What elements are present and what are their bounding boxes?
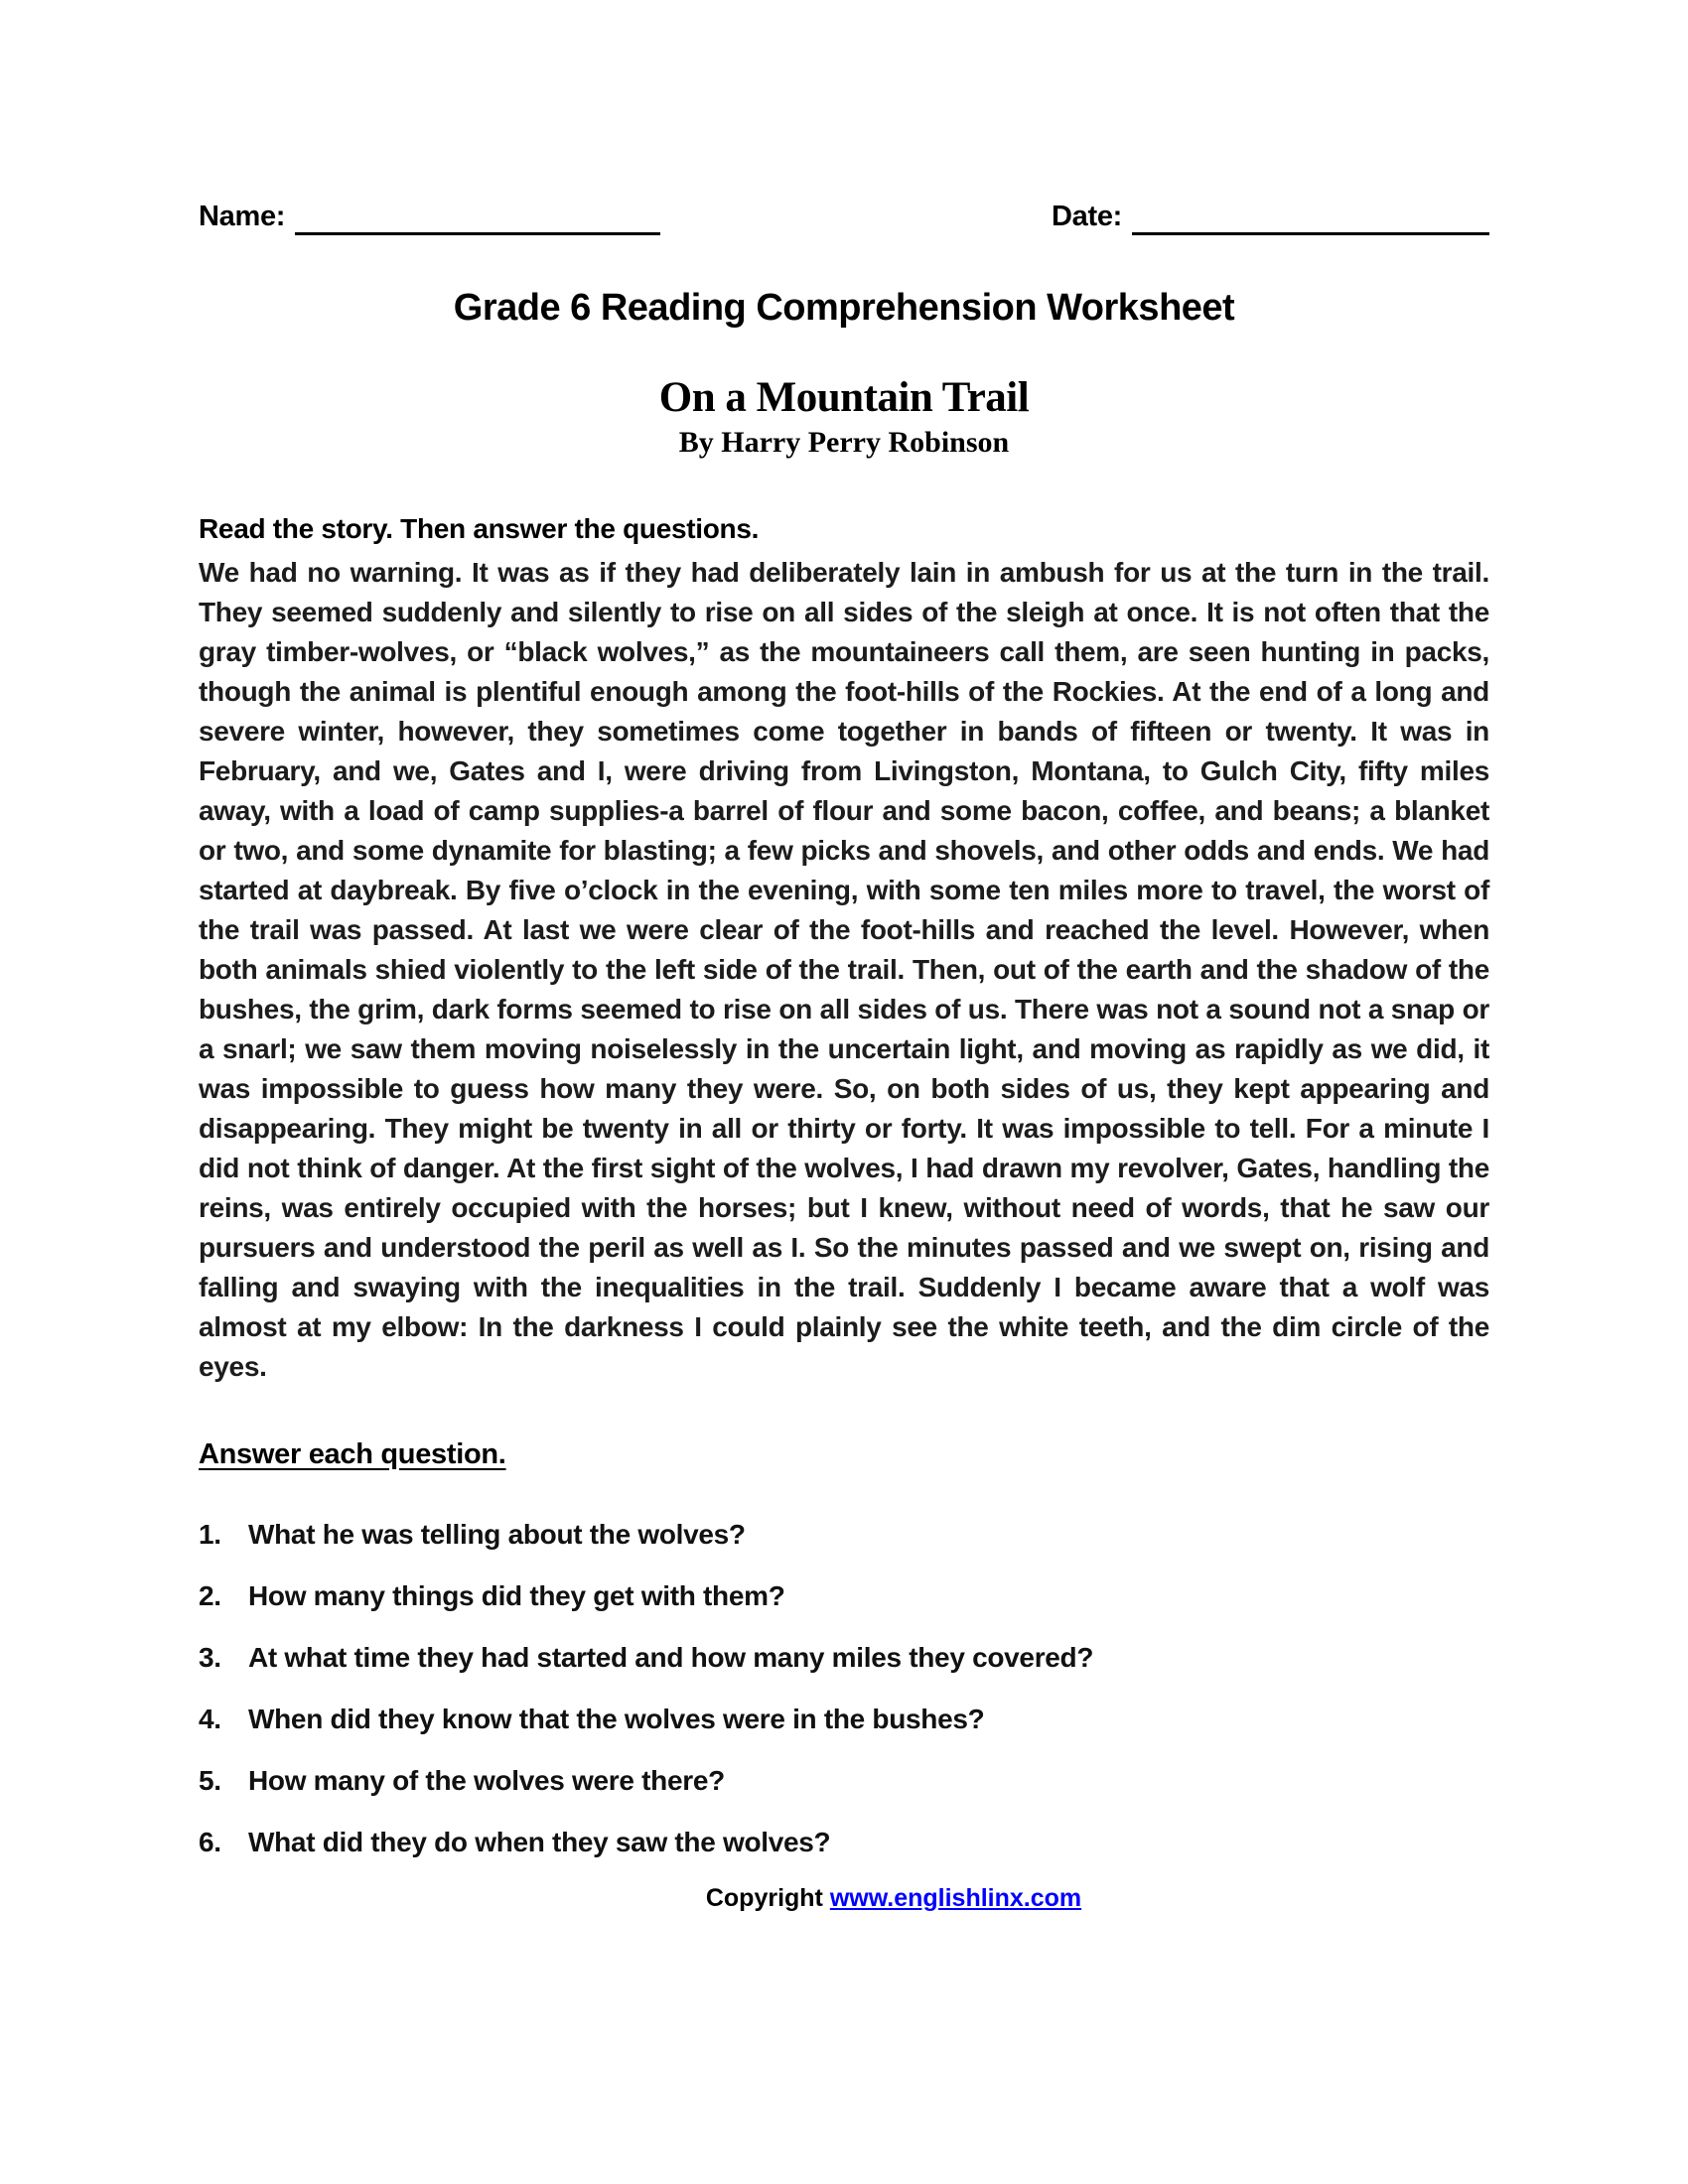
question-row <box>199 1700 1489 1739</box>
question-number: 3. <box>199 1642 221 1673</box>
question-row <box>199 1638 1489 1678</box>
copyright-footer <box>199 1884 1489 1913</box>
copyright-label: Copyright <box>705 1884 823 1912</box>
date-label: Date: <box>1051 201 1122 232</box>
questions-list <box>199 1515 1489 1862</box>
story-paragraph: We had no warning. It was as if they had deliberately lain in ambush for us at the turn in the trail. They seemed suddenly and silently to rise on all sides of the sleigh at once. It is not often that the gray timber-wolves, or “black wolves,” as the mountaineers call them, are seen hunting in packs, though the animal is plentiful enough among the foot-hills of the Rockies. At the end of a long and severe winter, however, they sometimes come together in bands of fifteen or twenty. It was in February, and we, Gates and I, were driving from Livingston, Montana, to Gulch City, fifty miles away, with a load of camp supplies-a barrel of flour and some bacon, coffee, and beans; a blanket or two, and some dynamite for blasting; a few picks and shovels, and other odds and ends. We had started at daybreak. By five o’clock in the evening, with some ten miles more to travel, the worst of the trail was passed. At last we were clear of the foot-hills and reached the level. However, when both animals shied violently to the left side of the trail. Then, out of the earth and the shadow of the bushes, the grim, dark forms seemed to rise on all sides of us. There was not a sound not a snap or a snarl; we saw them moving noiselessly in the uncertain light, and moving as rapidly as we did, it was impossible to guess how many they were. So, on both sides of us, they kept appearing and disappearing. They might be twenty in all or thirty or forty. It was impossible to tell. For a minute I did not think of danger. At the first sight of the wolves, I had drawn my revolver, Gates, handling the reins, was entirely occupied with the horses; but I knew, without need of words, that he saw our pursuers and understood the peril as well as I. So the minutes passed and we swept on, rising and falling and swaying with the inequalities in the trail. Suddenly I became aware that a wolf was almost at my elbow: In the darkness I could plainly see the white teeth, and the dim circle of the eyes. <box>199 557 1489 1382</box>
date-field-group <box>1052 199 1489 235</box>
question-text: At what time they had started and how many miles they covered? <box>248 1642 1094 1673</box>
question-number: 4. <box>199 1704 221 1734</box>
name-fill-line[interactable] <box>295 199 660 235</box>
story-title: On a Mountain Trail <box>658 374 1030 421</box>
question-text: What he was telling about the wolves? <box>248 1519 746 1550</box>
question-row <box>199 1761 1489 1801</box>
instructions-text: Read the story. Then answer the questions. <box>199 513 760 544</box>
date-fill-line[interactable] <box>1132 199 1489 235</box>
name-field-group <box>199 199 660 235</box>
question-number: 6. <box>199 1827 221 1857</box>
question-text: When did they know that the wolves were in the bushes? <box>248 1704 985 1734</box>
copyright-link[interactable]: www.englishlinx.com <box>829 1884 1082 1912</box>
question-text: How many things did they get with them? <box>248 1580 785 1611</box>
header-row <box>199 199 1489 235</box>
question-text: How many of the wolves were there? <box>248 1765 725 1796</box>
story-byline: By Harry Perry Robinson <box>678 426 1010 459</box>
name-label: Name: <box>199 201 286 232</box>
questions-heading: Answer each question. <box>199 1438 506 1470</box>
question-text: What did they do when they saw the wolves? <box>248 1827 831 1857</box>
question-row <box>199 1576 1489 1616</box>
question-row <box>199 1823 1489 1862</box>
question-number: 1. <box>199 1519 221 1550</box>
worksheet-title: Grade 6 Reading Comprehension Worksheet <box>453 287 1235 329</box>
question-number: 5. <box>199 1765 221 1796</box>
question-number: 2. <box>199 1580 221 1611</box>
question-row <box>199 1515 1489 1555</box>
